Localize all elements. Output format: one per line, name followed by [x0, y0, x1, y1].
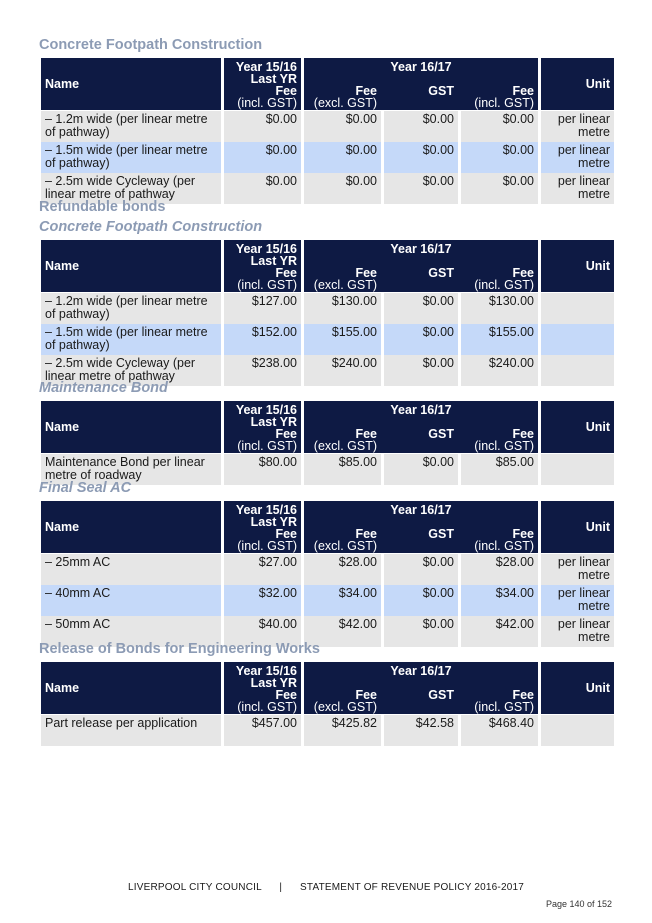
cell-unit: per linear metre	[541, 173, 614, 204]
col-label: Year 15/16	[235, 503, 297, 517]
cell-name: Part release per application	[41, 715, 221, 746]
cell-gst: $0.00	[384, 111, 458, 142]
cell-name: Maintenance Bond per linear metre of roadway	[41, 454, 221, 485]
col-header-name	[41, 58, 221, 110]
cell-unit: per linear metre	[541, 585, 614, 616]
cell-last-yr-fee: $0.00	[224, 111, 301, 142]
header-row	[41, 401, 614, 453]
header-row	[41, 501, 614, 553]
section-subtitle: Maintenance Bond	[39, 380, 168, 396]
cell-name: – 25mm AC	[41, 554, 221, 585]
cell-fee-incl: $42.00	[461, 616, 538, 647]
cell-fee-excl: $0.00	[304, 173, 381, 204]
col-header-gst	[381, 85, 458, 110]
header-row	[41, 58, 614, 110]
table-row	[41, 142, 614, 173]
col-label: (excl. GST)	[313, 539, 377, 553]
header-row	[41, 240, 614, 292]
col-label: Year 15/16	[235, 664, 297, 678]
col-label: Fee	[512, 688, 534, 702]
cell-unit: per linear metre	[541, 111, 614, 142]
cell-last-yr-fee: $80.00	[224, 454, 301, 485]
table-body	[41, 554, 614, 647]
fee-table	[38, 662, 617, 746]
col-label	[381, 279, 454, 291]
cell-gst: $0.00	[384, 454, 458, 485]
cell-fee-excl: $0.00	[304, 142, 381, 173]
cell-name: – 1.2m wide (per linear metre of pathway)	[41, 293, 221, 324]
section-subtitle: Final Seal AC	[39, 480, 132, 496]
col-label: (incl. GST)	[237, 539, 297, 553]
col-header-fee	[304, 85, 381, 110]
col-header-fee	[458, 267, 538, 292]
table-row	[41, 111, 614, 142]
col-label	[381, 97, 454, 109]
col-label: Year 15/16	[235, 403, 297, 417]
fee-table	[38, 240, 617, 386]
cell-fee-incl: $130.00	[461, 293, 538, 324]
group-label: Year 16/17	[390, 503, 452, 517]
col-header-name	[41, 662, 221, 714]
col-label: Last YR Fee	[250, 515, 297, 541]
col-label: Name	[45, 681, 80, 695]
table-header	[41, 240, 614, 293]
col-label: (incl. GST)	[474, 700, 534, 714]
cell-last-yr-fee: $0.00	[224, 173, 301, 204]
col-label: Fee	[355, 266, 377, 280]
cell-name: – 2.5m wide Cycleway (per linear metre of pathway	[41, 355, 221, 386]
col-header-fee	[458, 689, 538, 714]
col-label: Year 15/16	[235, 242, 297, 256]
col-label: Fee	[512, 84, 534, 98]
col-label: (excl. GST)	[313, 96, 377, 110]
col-label: (incl. GST)	[237, 439, 297, 453]
col-header-fee	[304, 528, 381, 553]
col-header-last-yr-fee	[224, 501, 301, 553]
cell-fee-excl: $425.82	[304, 715, 381, 746]
col-header-last-yr-fee	[224, 662, 301, 714]
cell-fee-incl: $85.00	[461, 454, 538, 485]
cell-fee-incl: $240.00	[461, 355, 538, 386]
col-label	[381, 440, 454, 452]
col-header-year-1617	[304, 240, 538, 292]
cell-fee-incl: $0.00	[461, 111, 538, 142]
cell-unit	[541, 293, 614, 324]
col-header-unit	[541, 58, 614, 110]
col-label: Last YR Fee	[250, 72, 297, 98]
cell-unit	[541, 355, 614, 386]
section-title: Refundable bonds	[39, 199, 166, 215]
col-label: GST	[428, 84, 454, 98]
col-label: GST	[428, 688, 454, 702]
cell-gst: $0.00	[384, 173, 458, 204]
col-label: (excl. GST)	[313, 278, 377, 292]
col-header-unit	[541, 662, 614, 714]
cell-fee-incl: $0.00	[461, 173, 538, 204]
col-header-last-yr-fee	[224, 401, 301, 453]
header-row	[41, 662, 614, 714]
col-header-unit	[541, 501, 614, 553]
col-label: Name	[45, 259, 80, 273]
col-label: (incl. GST)	[474, 96, 534, 110]
table-body	[41, 111, 614, 204]
cell-last-yr-fee: $127.00	[224, 293, 301, 324]
table-header	[41, 662, 614, 715]
table-row	[41, 324, 614, 355]
cell-name: – 1.5m wide (per linear metre of pathway)	[41, 324, 221, 355]
table-row	[41, 554, 614, 585]
cell-fee-excl: $42.00	[304, 616, 381, 647]
fee-table	[38, 401, 617, 485]
col-header-last-yr-fee	[224, 240, 301, 292]
cell-gst: $0.00	[384, 142, 458, 173]
col-header-year-1617	[304, 401, 538, 453]
col-label: Last YR Fee	[250, 415, 297, 441]
col-label	[381, 701, 454, 713]
fee-table	[38, 501, 617, 647]
col-label: Unit	[585, 419, 610, 434]
cell-unit: per linear metre	[541, 616, 614, 647]
col-label: (incl. GST)	[474, 278, 534, 292]
cell-fee-excl: $0.00	[304, 111, 381, 142]
table-body	[41, 715, 614, 746]
col-label: Fee	[512, 527, 534, 541]
col-label: Unit	[585, 76, 610, 91]
cell-gst: $0.00	[384, 585, 458, 616]
col-label: (excl. GST)	[313, 439, 377, 453]
cell-gst: $0.00	[384, 293, 458, 324]
section-title: Release of Bonds for Engineering Works	[39, 641, 320, 657]
col-label: Fee	[355, 84, 377, 98]
cell-name: – 1.2m wide (per linear metre of pathway)	[41, 111, 221, 142]
cell-unit: per linear metre	[541, 142, 614, 173]
fee-table	[38, 58, 617, 204]
subheaders	[304, 512, 538, 553]
col-label: Fee	[512, 427, 534, 441]
cell-fee-excl: $240.00	[304, 355, 381, 386]
cell-fee-incl: $28.00	[461, 554, 538, 585]
cell-unit	[541, 715, 614, 746]
col-label: Name	[45, 520, 80, 534]
cell-last-yr-fee: $0.00	[224, 142, 301, 173]
subheaders	[304, 251, 538, 292]
cell-name: – 1.5m wide (per linear metre of pathway)	[41, 142, 221, 173]
cell-last-yr-fee: $457.00	[224, 715, 301, 746]
col-label: (incl. GST)	[474, 439, 534, 453]
subheaders	[304, 69, 538, 110]
col-label: GST	[428, 427, 454, 441]
subheaders	[304, 673, 538, 714]
col-header-year-1617	[304, 662, 538, 714]
cell-unit	[541, 454, 614, 485]
cell-gst: $0.00	[384, 324, 458, 355]
cell-fee-excl: $28.00	[304, 554, 381, 585]
cell-fee-incl: $34.00	[461, 585, 538, 616]
col-label: Fee	[512, 266, 534, 280]
cell-unit: per linear metre	[541, 554, 614, 585]
cell-name: – 40mm AC	[41, 585, 221, 616]
col-label: Unit	[585, 258, 610, 273]
cell-name: – 50mm AC	[41, 616, 221, 647]
col-header-year-1617	[304, 58, 538, 110]
cell-fee-incl: $468.40	[461, 715, 538, 746]
cell-name: – 2.5m wide Cycleway (per linear metre of pathway	[41, 173, 221, 204]
cell-gst: $0.00	[384, 355, 458, 386]
cell-fee-excl: $155.00	[304, 324, 381, 355]
col-header-gst	[381, 528, 458, 553]
col-header-fee	[458, 528, 538, 553]
group-label: Year 16/17	[390, 242, 452, 256]
col-header-gst	[381, 267, 458, 292]
cell-unit	[541, 324, 614, 355]
col-label: Year 15/16	[235, 60, 297, 74]
col-header-fee	[304, 267, 381, 292]
col-header-last-yr-fee	[224, 58, 301, 110]
subheaders	[304, 412, 538, 453]
table-body	[41, 293, 614, 386]
page-footer: LIVERPOOL CITY COUNCIL | STATEMENT OF REVENUE POLICY 2016-2017	[127, 882, 524, 893]
cell-last-yr-fee: $152.00	[224, 324, 301, 355]
section-subtitle: Concrete Footpath Construction	[39, 219, 263, 235]
table-row	[41, 293, 614, 324]
table-header	[41, 58, 614, 111]
col-label: (incl. GST)	[237, 278, 297, 292]
group-label: Year 16/17	[390, 664, 452, 678]
col-label: (excl. GST)	[313, 700, 377, 714]
cell-gst: $42.58	[384, 715, 458, 746]
col-label: Unit	[585, 519, 610, 534]
table-row	[41, 585, 614, 616]
col-label: Fee	[355, 527, 377, 541]
col-header-year-1617	[304, 501, 538, 553]
col-label: (incl. GST)	[474, 539, 534, 553]
cell-fee-excl: $34.00	[304, 585, 381, 616]
col-label: GST	[428, 266, 454, 280]
table-header	[41, 401, 614, 454]
cell-fee-excl: $130.00	[304, 293, 381, 324]
col-header-name	[41, 401, 221, 453]
col-header-fee	[458, 428, 538, 453]
cell-last-yr-fee: $27.00	[224, 554, 301, 585]
col-label: Last YR Fee	[250, 676, 297, 702]
col-header-fee	[458, 85, 538, 110]
cell-fee-incl: $0.00	[461, 142, 538, 173]
table-row	[41, 715, 614, 746]
group-label: Year 16/17	[390, 403, 452, 417]
col-label: GST	[428, 527, 454, 541]
col-label: Unit	[585, 680, 610, 695]
col-label: Last YR Fee	[250, 254, 297, 280]
col-label: (incl. GST)	[237, 96, 297, 110]
page-number: Page 140 of 152	[545, 899, 612, 909]
col-header-name	[41, 501, 221, 553]
group-label: Year 16/17	[390, 60, 452, 74]
col-label	[381, 540, 454, 552]
col-header-name	[41, 240, 221, 292]
col-label: Fee	[355, 427, 377, 441]
col-header-fee	[304, 689, 381, 714]
col-label: Fee	[355, 688, 377, 702]
col-header-gst	[381, 428, 458, 453]
col-header-gst	[381, 689, 458, 714]
col-label: (incl. GST)	[237, 700, 297, 714]
cell-gst: $0.00	[384, 554, 458, 585]
cell-last-yr-fee: $238.00	[224, 355, 301, 386]
col-header-fee	[304, 428, 381, 453]
cell-last-yr-fee: $32.00	[224, 585, 301, 616]
cell-gst: $0.00	[384, 616, 458, 647]
col-label: Name	[45, 420, 80, 434]
col-header-unit	[541, 240, 614, 292]
cell-last-yr-fee: $40.00	[224, 616, 301, 647]
table-header	[41, 501, 614, 554]
col-header-unit	[541, 401, 614, 453]
cell-fee-incl: $155.00	[461, 324, 538, 355]
col-label: Name	[45, 77, 80, 91]
section-title: Concrete Footpath Construction	[39, 37, 263, 53]
cell-fee-excl: $85.00	[304, 454, 381, 485]
